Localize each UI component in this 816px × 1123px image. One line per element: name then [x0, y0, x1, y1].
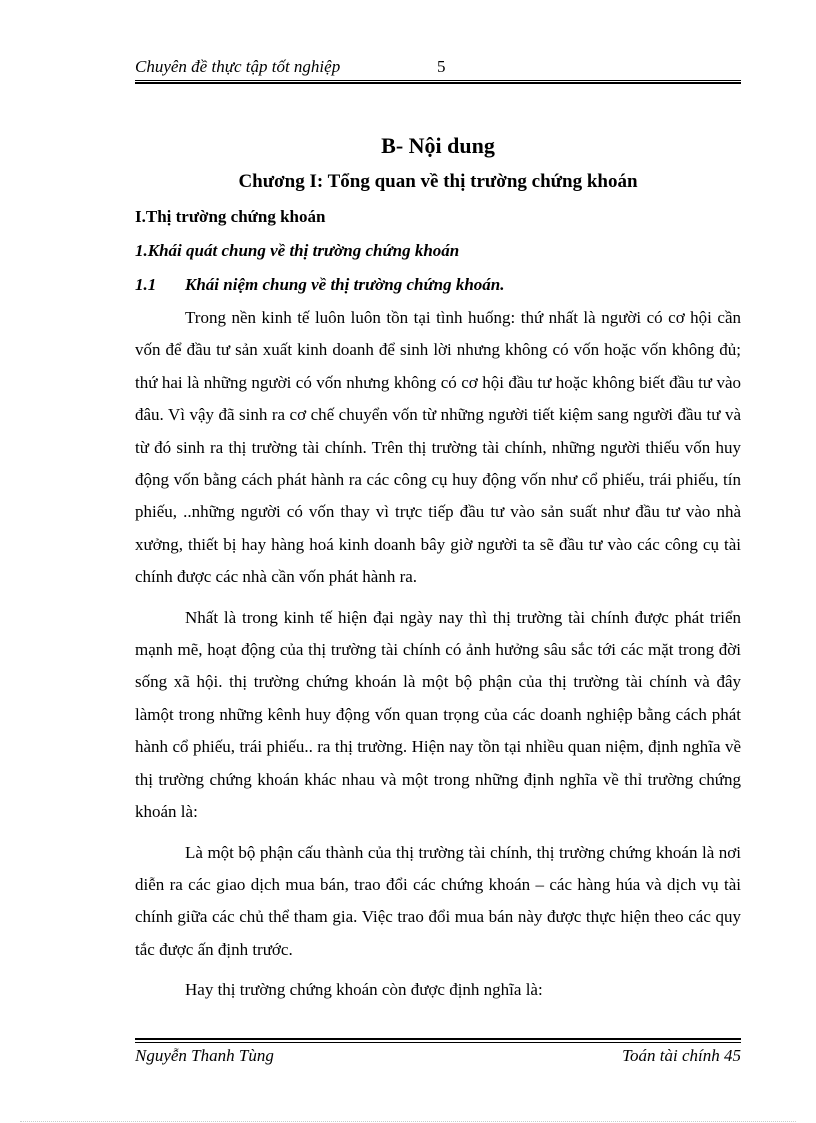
- page-header: [135, 57, 741, 79]
- chapter-title: Chương I: Tổng quan về thị trường chứng khoán: [238, 171, 638, 192]
- part-title: B- Nội dung: [381, 133, 495, 158]
- paragraph: Là một bộ phận cấu thành của thị trường tài chính, thị trường chứng khoán là nơi diễn ra các giao dịch mua bán, trao đổi các chứng khoán – các hàng húa và dịch vụ tài chính giữa các chủ thể tham gia. Việc trao đổi mua bán này được thực hiện theo các quy tắc được ấn định trước.: [135, 842, 741, 959]
- paragraph: Trong nền kinh tế luôn luôn tồn tại tình huống: thứ nhất là người có cơ hội cần vốn để đầu tư sản xuất kinh doanh để sinh lời nhưng không có vốn hoặc vốn không đủ; thứ hai là những người có vốn nhưng không có cơ hội đầu tư hoặc không biết đầu tư vào đâu. Vì vậy đã sinh ra cơ chế chuyển vốn từ những người tiết kiệm sang người đầu tư và từ đó sinh ra thị trường tài chính. Trên thị trường tài chính, những người thiếu vốn huy động vốn bằng cách phát hành ra các công cụ huy động vốn như cổ phiếu, trái phiếu, tín phiếu, ..những người có vốn thay vì trực tiếp đầu tư vào sản suất như đầu tư vào nhà xưởng, thiết bị hay hàng hoá kinh doanh bây giờ người ta sẽ đầu tư vào các công cụ tài chính được các nhà cần vốn phát hành ra.: [135, 308, 741, 587]
- subsection-heading: 1.Khái quát chung về thị trường chứng khoán: [135, 241, 460, 260]
- subsubsection-number: 1.1: [135, 275, 157, 294]
- footer-author: Nguyễn Thanh Tùng: [135, 1046, 274, 1065]
- page-body: [135, 128, 741, 1007]
- page-footer: [135, 1046, 741, 1068]
- footer-rule: [135, 1042, 741, 1043]
- subsubsection-title: Khái niệm chung về thị trường chứng khoán.: [185, 275, 505, 294]
- footer-course: Toán tài chính 45: [622, 1046, 741, 1065]
- header-rule: [135, 80, 741, 81]
- section-heading: I.Thị trường chứng khoán: [135, 207, 326, 226]
- subsubsection-heading: [135, 268, 741, 302]
- footer-rule-thick: [135, 1038, 741, 1040]
- header-title: Chuyên đề thực tập tốt nghiệp: [135, 57, 341, 76]
- header-rule-thick: [135, 82, 741, 84]
- paragraph: Nhất là trong kinh tế hiện đại ngày nay thì thị trường tài chính được phát triển mạnh mẽ, hoạt động của thị trường tài chính có ảnh hưởng sâu sắc tới các mặt trong đời sống xã hội. thị trường chứng khoán là một bộ phận của thị trường tài chính và đây làmột trong những kênh huy động vốn quan trọng của các doanh nghiệp bằng cách phát hành cổ phiếu, trái phiếu.. ra thị trường. Hiện nay tồn tại nhiều quan niệm, định nghĩa về thị trường chứng khoán khác nhau và một trong những định nghĩa về thỉ trường chứng khoán là:: [135, 607, 741, 822]
- page-edge-divider: [20, 1121, 796, 1122]
- page-number: 5: [437, 57, 446, 76]
- paragraph: Hay thị trường chứng khoán còn được định nghĩa là:: [185, 980, 543, 1000]
